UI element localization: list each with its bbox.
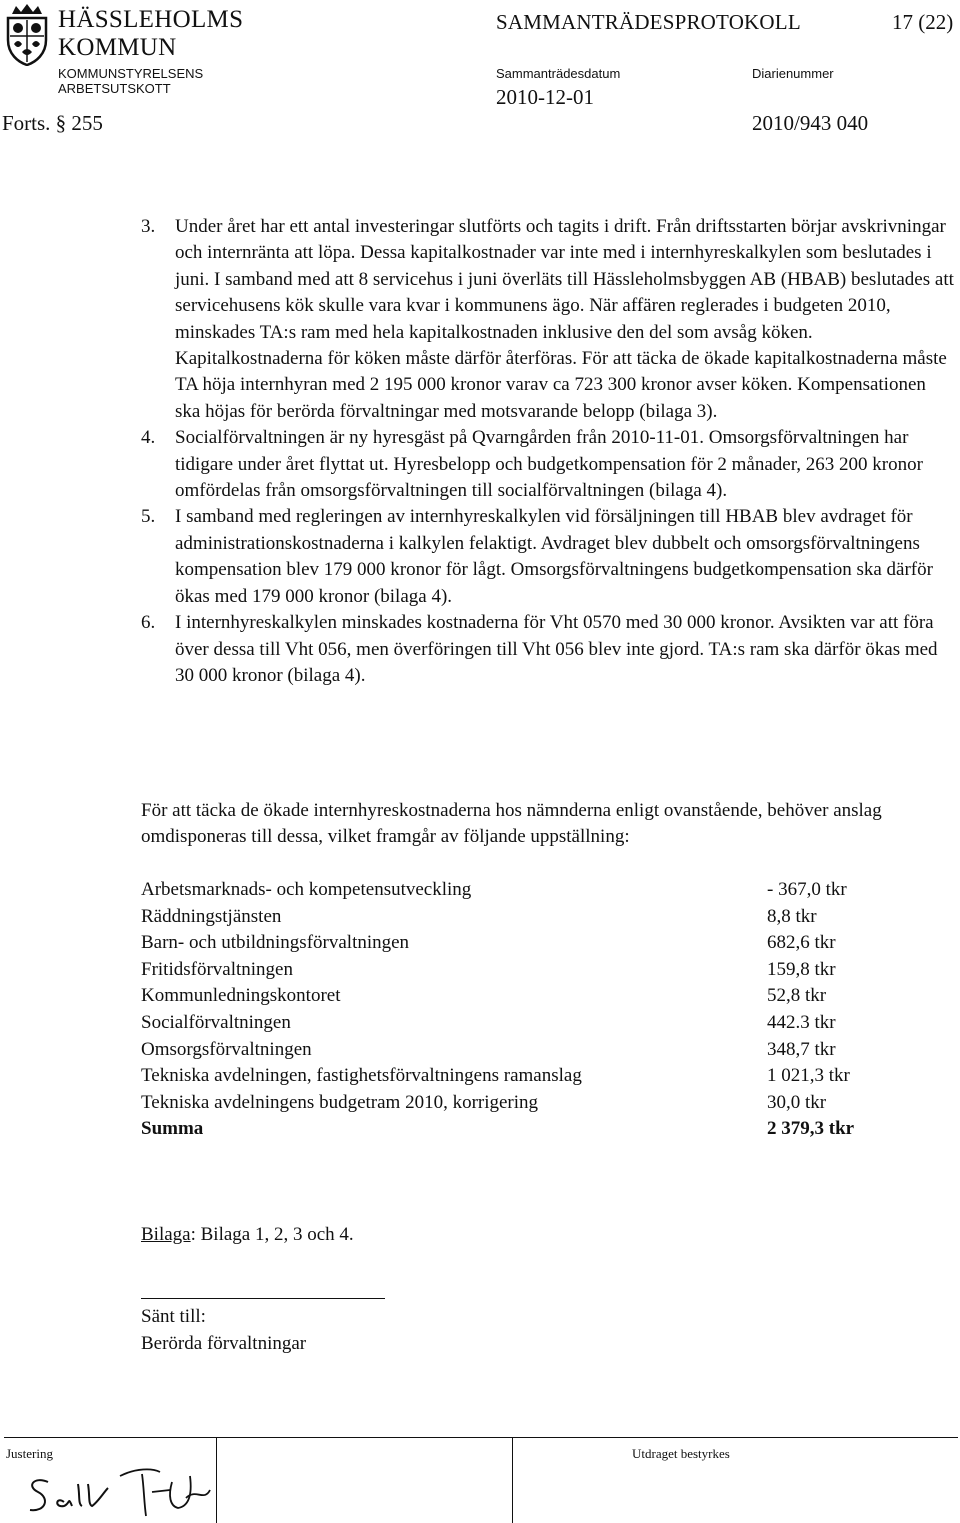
row-name: Tekniska avdelningens budgetram 2010, korrigering (141, 1091, 539, 1113)
table-row (141, 957, 881, 984)
row-name: Fritidsförvaltningen (141, 958, 293, 980)
footer-divider (4, 1437, 958, 1438)
org-name: HÄSSLEHOLMS (58, 6, 244, 33)
row-name: Barn- och utbildningsförvaltningen (141, 932, 410, 954)
intro-paragraph: För att täcka de ökade internhyreskostnaderna hos nämnderna enligt ovanstående, behöver anslag omdisponeras till dessa, vilket framgår av följande uppställning: (141, 800, 882, 848)
item-number: 3. (141, 216, 156, 237)
table-row (141, 1010, 881, 1037)
item-text: Socialförvaltningen är ny hyresgäst på Qvarngården från 2010-11-01. Omsorgsförvaltningen har tidigare under året flyttat ut. Hyresbelopp och budgetkompensation för 2 månader, 263 200 kronor omfördelas från omsorgsförvaltningen till socialförvaltningen (bilaga 4). (175, 427, 923, 502)
handwritten-signature-icon (20, 1462, 270, 1522)
sum-amount: 2 379,3 tkr (767, 1118, 855, 1140)
row-amount: 159,8 tkr (767, 958, 836, 980)
page-number: 17 (22) (892, 10, 954, 34)
row-amount: 30,0 tkr (767, 1091, 827, 1113)
budget-table (141, 877, 881, 1143)
org-name-line2: KOMMUN (58, 34, 177, 61)
row-amount: 442.3 tkr (767, 1011, 836, 1033)
org-subunit: ARBETSUTSKOTT (58, 81, 171, 96)
row-name: Kommunledningskontoret (141, 985, 341, 1007)
item-number: 6. (141, 612, 156, 634)
divider (141, 1298, 385, 1299)
org-unit: KOMMUNSTYRELSENS (58, 66, 204, 81)
municipal-crest-icon (2, 2, 52, 66)
row-name: Räddningstjänsten (141, 905, 282, 927)
row-amount: 682,6 tkr (767, 932, 836, 954)
table-row (141, 1037, 881, 1064)
diarienummer-value: 2010/943 040 (752, 111, 869, 135)
row-amount: 52,8 tkr (767, 985, 827, 1007)
list-item (141, 610, 955, 689)
sum-label: Summa (141, 1118, 204, 1140)
list-item (141, 425, 955, 504)
item-number: 5. (141, 506, 156, 528)
paragraph-reference: Forts. § 255 (2, 111, 103, 135)
table-row (141, 904, 881, 931)
table-row (141, 877, 881, 904)
meeting-date: 2010-12-01 (496, 85, 594, 109)
row-amount: 348,7 tkr (767, 1038, 836, 1060)
numbered-items (141, 214, 955, 689)
row-amount: 8,8 tkr (767, 905, 817, 927)
list-item (141, 214, 955, 425)
list-item (141, 504, 955, 610)
row-amount: 1 021,3 tkr (767, 1065, 850, 1087)
table-row (141, 930, 881, 957)
sent-to-recipients: Berörda förvaltningar (141, 1333, 307, 1354)
row-name: Socialförvaltningen (141, 1011, 291, 1033)
item-text: I internhyreskalkylen minskades kostnaderna för Vht 0570 med 30 000 kronor. Avsikten var att föra över dessa till Vht 056, men överföringen till Vht 056 blev inte gjord. TA:s ram ska därför ökas med 30 000 kronor (bilaga 4). (175, 612, 938, 686)
date-label: Sammanträdesdatum (496, 66, 621, 81)
diarienummer-label: Diarienummer (752, 66, 834, 81)
table-sum-row (141, 1116, 881, 1143)
table-row (141, 1090, 881, 1117)
row-name: Arbetsmarknads- och kompetensutveckling (141, 879, 472, 900)
row-name: Tekniska avdelningen, fastighetsförvaltningens ramanslag (141, 1065, 582, 1087)
document-title: SAMMANTRÄDESPROTOKOLL (496, 10, 801, 34)
table-row (141, 983, 881, 1010)
attachments-text: : Bilaga 1, 2, 3 och 4. (190, 1224, 354, 1245)
sent-to-label: Sänt till: (141, 1306, 206, 1327)
row-amount: - 367,0 tkr (767, 879, 847, 900)
item-number: 4. (141, 427, 156, 449)
item-text: Under året har ett antal investeringar slutförts och tagits i drift. Från driftsstarten börjar avskrivningar och internränta att löpa. Dessa kapitalkostnader var inte med i internhyreskalkylen som beslutades i juni. I samband med att 8 servicehus i juni överläts till Hässleholmsbyggen AB (HBAB) beslutades att servicehusens kök skulle vara kvar i kommunens ägo. När affären reglerades i budgeten 2010, minskades TA:s ram med hela kapitalkostnaden inklusive den del som avsåg köken. Kapitalkostnaderna för köken måste därför återföras. För att täcka de ökade kapitalkostnaderna måste TA höja internhyran med 2 195 000 kronor varav ca 723 300 kronor avser köken. Kompensationen ska höjas för berörda förvaltningar med motsvarande belopp (bilaga 3). (175, 216, 954, 422)
attachments-label: Bilaga (141, 1224, 191, 1245)
row-name: Omsorgsförvaltningen (141, 1038, 312, 1060)
table-row (141, 1063, 881, 1090)
item-text: I samband med regleringen av internhyreskalkylen vid försäljningen till HBAB blev avdraget för administrationskostnaderna i kalkylen felaktigt. Avdraget blev dubbelt och omsorgsförvaltningens kompensation blev 179 000 kronor för lågt. Omsorgsförvaltningens budgetkompensation ska därför ökas med 179 000 kronor (bilaga 4). (175, 506, 933, 607)
attachments-note (141, 1222, 354, 1248)
justering-label: Justering (6, 1446, 53, 1461)
footer-column-divider (512, 1437, 513, 1523)
utdrag-label: Utdraget bestyrkes (632, 1446, 730, 1461)
